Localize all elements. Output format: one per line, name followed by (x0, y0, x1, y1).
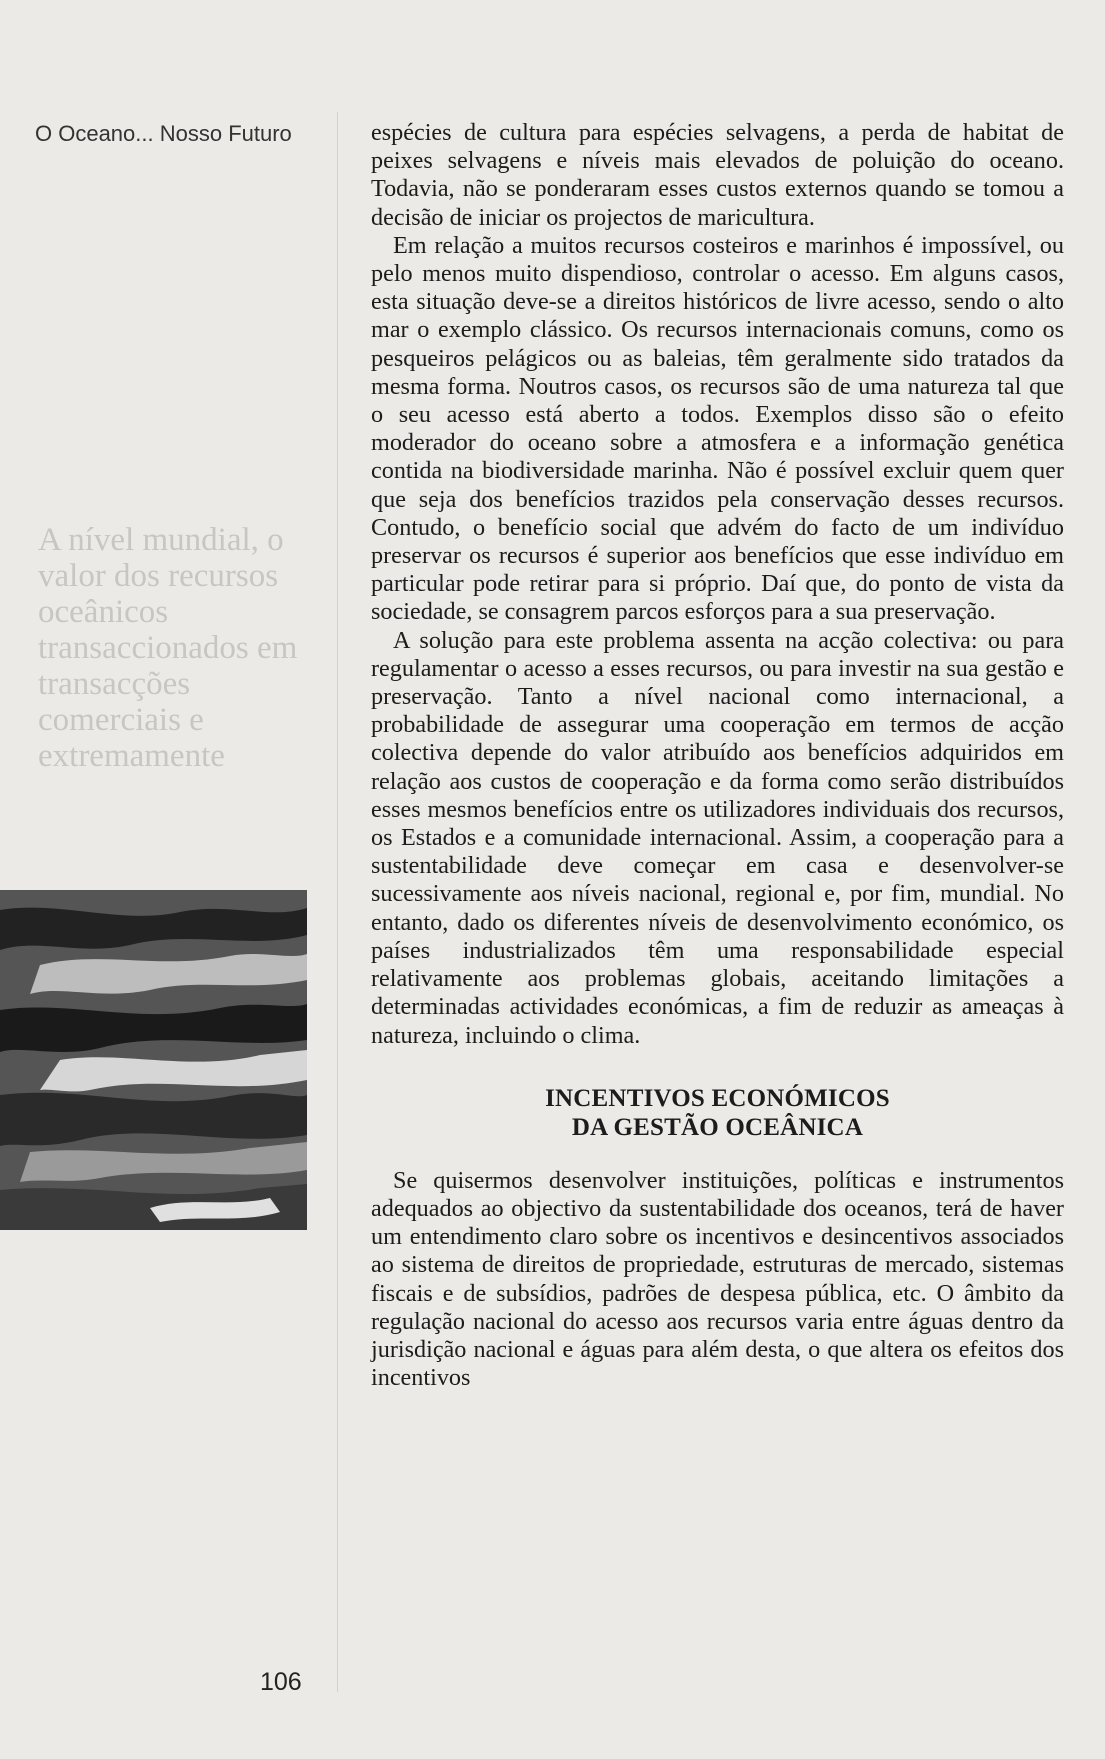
section-heading (371, 1084, 1064, 1142)
page-number: 106 (260, 1668, 302, 1696)
body-paragraph: A solução para este problema assenta na acção colectiva: ou para regulamentar o acesso a esses recursos, ou para investir na sua gestão e preservação. Tanto a nível nacional como internacional, a probabilidade de assegurar uma cooperação em termos de acção colectiva depende do valor atribuído aos benefícios adquiridos em relação aos custos de cooperação e da forma como serão distribuídos esses mesmos benefícios entre os utilizadores individuais dos recursos, os Estados e a comunidade internacional. Assim, a cooperação para a sustentabilidade deve começar em casa e desenvolver-se sucessivamente aos níveis nacional, regional e, por fim, mundial. No entanto, dado os diferentes níveis de desenvolvimento económico, os países industrializados têm uma responsabilidade especial relativamente aos problemas globais, aceitando limitações a determinadas actividades económicas, a fim de reduzir as ameaças à natureza, incluindo o clima. (371, 626, 1064, 1049)
column-divider (337, 112, 338, 1692)
pull-quote-upper: A nível mundial, o valor dos recursos oceânicos transaccionados em transacções comerciais e extremamente (38, 522, 298, 774)
body-paragraph: espécies de cultura para espécies selvagens, a perda de habitat de peixes selvagens e níveis mais elevados de poluição do oceano. Todavia, não se ponderaram esses custos externos quando se tomou a decisão de iniciar os projectos de maricultura. (371, 119, 1064, 231)
section-heading-line: DA GESTÃO OCEÂNICA (571, 1113, 864, 1141)
running-head: O Oceano... Nosso Futuro (35, 121, 292, 146)
section-heading-line: INCENTIVOS ECONÓMICOS (545, 1084, 890, 1112)
ocean-waves-icon (0, 890, 307, 1230)
body-paragraph: Se quisermos desenvolver instituições, políticas e instrumentos adequados ao objectivo da sustentabilidade dos oceanos, terá de haver um entendimento claro sobre os incentivos e desincentivos associados ao sistema de direitos de propriedade, estruturas de mercado, sistemas fiscais e de subsídios, padrões de despesa pública, etc. O âmbito da regulação nacional do acesso aos recursos varia entre águas dentro da jurisdição nacional e águas para além desta, o que altera os efeitos dos incentivos (371, 1166, 1064, 1392)
article-body (371, 119, 1064, 1392)
body-paragraph: Em relação a muitos recursos costeiros e marinhos é impossível, ou pelo menos muito dispendioso, controlar o acesso. Em alguns casos, esta situação deve-se a direitos históricos de livre acesso, sendo o alto mar o exemplo clássico. Os recursos internacionais comuns, como os pesqueiros pelágicos ou as baleias, têm geralmente sido tratados da mesma forma. Noutros casos, os recursos são de uma natureza tal que o seu acesso está aberto a todos. Exemplos disso são o efeito moderador do oceano sobre a atmosfera e a informação genética contida na biodiversidade marinha. Não é possível excluir quem quer que seja dos benefícios trazidos pela conservação desses recursos. Contudo, o benefício social que advém do facto de um indivíduo preservar os recursos é superior aos benefícios que esse indivíduo em particular pode retirar para si próprio. Daí que, do ponto de vista da sociedade, se consagrem parcos esforços para a sua preservação. (371, 231, 1064, 626)
ocean-waves-photo (0, 890, 307, 1230)
